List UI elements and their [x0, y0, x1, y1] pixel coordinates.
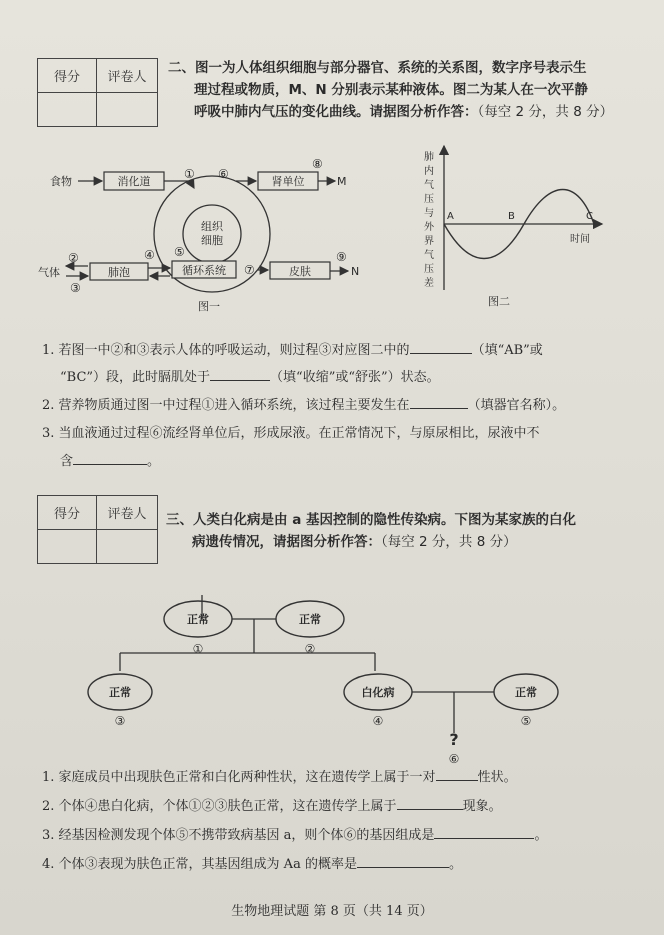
s3-question-3: 3. 经基因检测发现个体⑤不携带致病基因 a，则个体⑥的基因组成是 。 — [42, 823, 547, 849]
num-7: ⑦ — [244, 263, 255, 277]
y-axis-label — [424, 150, 435, 289]
svg-text:气: 气 — [424, 180, 434, 191]
tissue-label-2: 细胞 — [201, 234, 223, 247]
person-6-num: ⑥ — [448, 752, 460, 766]
answer-blank[interactable] — [73, 449, 147, 465]
M-label: M — [337, 175, 347, 188]
grader-label: 评卷人 — [97, 496, 158, 530]
food-label: 食物 — [50, 175, 72, 188]
svg-text:气: 气 — [424, 250, 434, 261]
svg-text:内: 内 — [424, 166, 434, 177]
num-4: ④ — [144, 248, 155, 262]
answer-blank[interactable] — [397, 794, 463, 810]
s3-question-2: 2. 个体④患白化病，个体①②③肤色正常，这在遗传学上属于 现象。 — [42, 794, 502, 820]
point-C: C — [586, 211, 593, 222]
s2-question-1-cont: “BC”）段，此时膈肌处于 （填“收缩”或“舒张”）状态。 — [60, 365, 440, 391]
score-label: 得分 — [38, 59, 97, 93]
grader-cell[interactable] — [97, 530, 158, 564]
svg-text:压: 压 — [424, 264, 434, 275]
s2-question-3-cont: 含 。 — [60, 449, 160, 475]
num-5: ⑤ — [174, 245, 185, 259]
answer-blank[interactable] — [410, 393, 468, 409]
lung-label: 肺泡 — [108, 266, 130, 279]
gas-label: 气体 — [38, 266, 60, 279]
score-label: 得分 — [38, 496, 97, 530]
pedigree-diagram — [80, 595, 560, 770]
num-8: ⑧ — [312, 157, 323, 171]
skin-label: 皮肤 — [289, 265, 311, 278]
person-2-label: 正常 — [299, 613, 321, 626]
s3-question-1: 1. 家庭成员中出现肤色正常和白化两种性状，这在遗传学上属于一对 性状。 — [42, 765, 517, 791]
page-footer: 生物地理试题 第 8 页（共 14 页） — [231, 904, 433, 919]
person-2-num: ② — [304, 642, 316, 656]
grader-cell[interactable] — [97, 93, 158, 127]
person-4-num: ④ — [372, 714, 384, 728]
person-5-label: 正常 — [515, 686, 537, 699]
answer-blank[interactable] — [436, 765, 478, 781]
person-5-num: ⑤ — [520, 714, 532, 728]
section2-title: 二、图一为人体组织细胞与部分器官、系统的关系图，数字序号表示生 理过程或物质，M、N 分别表示某种液体。图二为某人在一次平静 呼吸中肺内气压的变化曲线。请据图分析作答：（每空 2 分，共 8 分） — [168, 60, 614, 120]
section3-title: 三、人类白化病是由 a 基因控制的隐性传染病。下图为某家族的白化 病遗传情况，请据图分析作答：（每空 2 分，共 8 分） — [166, 512, 577, 550]
s2-question-2: 2. 营养物质通过图一中过程①进入循环系统，该过程主要发生在 （填器官名称）。 — [42, 393, 565, 419]
score-table-section3 — [37, 495, 158, 564]
person-4-label: 白化病 — [361, 686, 395, 699]
x-axis-label: 时间 — [570, 234, 590, 245]
svg-text:肺: 肺 — [424, 152, 434, 163]
svg-text:外: 外 — [424, 222, 434, 233]
person-1-label: 正常 — [187, 613, 209, 626]
num-2: ② — [68, 251, 79, 265]
figure-1-diagram — [30, 150, 375, 318]
score-note: （每空 2 分，共 8 分） — [381, 534, 517, 550]
person-1-num: ① — [192, 642, 204, 656]
person-3-num: ③ — [114, 714, 126, 728]
answer-blank[interactable] — [210, 365, 270, 381]
N-label: N — [351, 265, 360, 278]
figure-2-chart — [418, 140, 613, 315]
num-1: ① — [184, 167, 195, 181]
digestive-label: 消化道 — [117, 175, 151, 188]
point-B: B — [508, 211, 515, 222]
s2-question-1: 1. 若图一中②和③表示人体的呼吸运动，则过程③对应图二中的 （填“AB”或 — [42, 338, 543, 364]
num-6: ⑥ — [218, 167, 229, 181]
kidney-label: 肾单位 — [271, 175, 305, 188]
answer-blank[interactable] — [410, 338, 472, 354]
grader-label: 评卷人 — [97, 59, 158, 93]
svg-text:差: 差 — [424, 278, 434, 289]
svg-text:界: 界 — [424, 236, 434, 247]
tissue-label-1: 组织 — [201, 220, 223, 233]
score-cell[interactable] — [38, 530, 97, 564]
figure-2-caption: 图二 — [488, 295, 510, 308]
answer-blank[interactable] — [434, 823, 534, 839]
person-3-label: 正常 — [109, 686, 131, 699]
answer-blank[interactable] — [357, 852, 449, 868]
svg-text:与: 与 — [424, 208, 434, 219]
circulation-label: 循环系统 — [182, 264, 226, 277]
num-9: ⑨ — [336, 250, 347, 264]
s2-question-3: 3. 当血液通过过程⑥流经肾单位后，形成尿液。在正常情况下，与原尿相比，尿液中不 — [42, 426, 540, 441]
svg-text:压: 压 — [424, 194, 434, 205]
score-cell[interactable] — [38, 93, 97, 127]
point-A: A — [447, 211, 454, 222]
person-6-unknown: ? — [449, 730, 459, 749]
s3-question-4: 4. 个体③表现为肤色正常，其基因组成为 Aa 的概率是 。 — [42, 852, 462, 878]
score-note: （每空 2 分，共 8 分） — [477, 104, 614, 120]
score-table-section2 — [37, 58, 158, 127]
num-3: ③ — [70, 281, 81, 295]
figure-1-caption: 图一 — [198, 300, 220, 313]
